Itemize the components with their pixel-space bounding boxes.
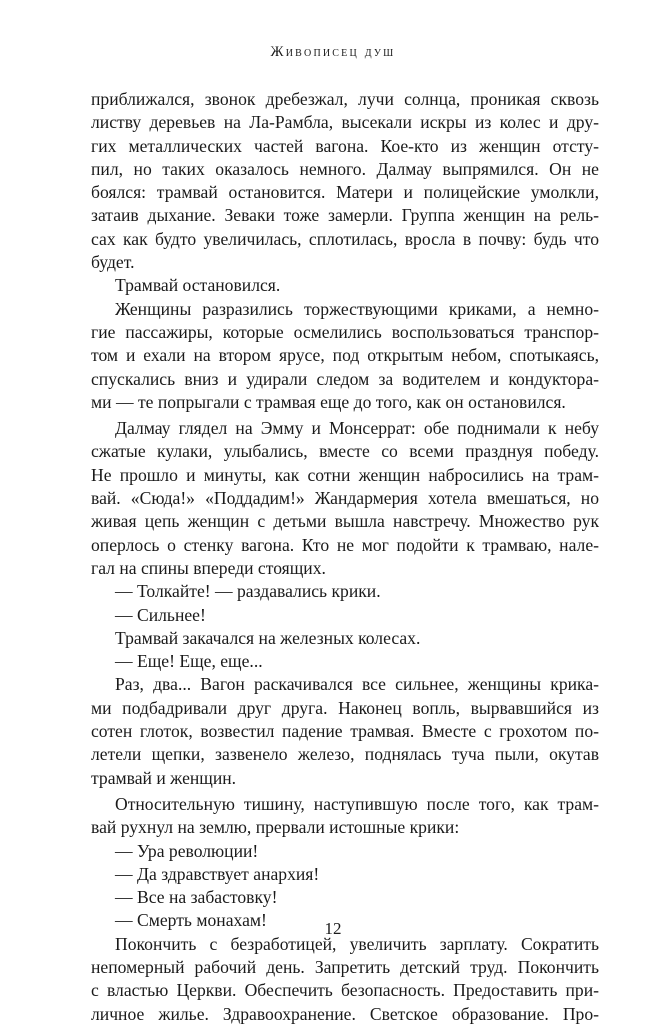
text-line: сжатые кулаки, улыбались, вместе со всеми празднуя победу.	[91, 441, 599, 462]
text-line: — Все на забастовку!	[115, 887, 278, 908]
text-line: летели щепки, зазвенело железо, поднялась туча пыли, окутав	[91, 744, 599, 765]
text-line: листву деревьев на Ла-Рамбла, высекали искры из колес и дру-	[91, 112, 599, 133]
text-line: гие пассажиры, которые осмелились воспользоваться транспор-	[91, 321, 599, 342]
text-line: Относительную тишину, наступившую после того, как трам-	[115, 793, 599, 814]
text-line: приближался, звонок дребезжал, лучи солнца, проникая сквозь	[91, 89, 599, 109]
text-line: — Да здравствует анархия!	[115, 863, 320, 884]
text-line: будет.	[91, 252, 135, 273]
text-line: с властью Церкви. Обеспечить безопасность. Предоставить при-	[91, 980, 599, 1001]
text-line: — Толкайте! — раздавались крики.	[115, 581, 381, 602]
text-line: боялся: трамвай остановится. Матери и полицейские умолкли,	[91, 182, 599, 203]
text-line: непомерный рабочий день. Запретить детский труд. Покончить	[91, 956, 599, 977]
text-line: ми подбадривали друг друга. Наконец вопль, вырвавшийся из	[91, 697, 599, 718]
text-line: — Смерть монахам!	[115, 910, 267, 931]
text-line: Женщины разразились торжествующими криками, а немно-	[115, 298, 599, 319]
text-line: том и ехали на втором ярусе, под открытым небом, спотыкаясь,	[91, 345, 599, 366]
page-number: 12	[324, 919, 342, 938]
text-line: спускались вниз и удирали следом за водителем и кондуктора-	[91, 368, 599, 389]
text-line: — Ура революции!	[115, 840, 259, 861]
text-line: Не прошло и минуты, как сотни женщин набросились на трам-	[91, 464, 599, 485]
text-line: сотен глоток, возвестил падение трамвая. Вместе с грохотом по-	[91, 721, 599, 742]
text-line: — Еще! Еще, еще...	[115, 651, 263, 672]
text-line: личное жилье. Здравоохранение. Светское образование. Про-	[91, 1003, 599, 1024]
text-line: вай рухнул на землю, прервали истошные крики:	[91, 817, 460, 838]
text-line: Раз, два... Вагон раскачивался все сильнее, женщины крика-	[115, 674, 599, 695]
text-line: живая цепь женщин с детьми вышла навстречу. Множество рук	[91, 511, 599, 532]
text-line: ми — те попрыгали с трамвая еще до того, как он остановился.	[91, 391, 566, 412]
text-line: вай. «Сюда!» «Поддадим!» Жандармерия хотела вмешаться, но	[91, 488, 599, 509]
running-head: Живописец душ	[270, 44, 396, 60]
text-line: Трамвай закачался на железных колесах.	[115, 627, 421, 648]
text-line: затаив дыхание. Зеваки тоже замерли. Группа женщин на рель-	[91, 205, 599, 226]
text-line: сах как будто увеличилась, сплотилась, вросла в почву: будь что	[91, 228, 599, 249]
text-line: пил, но таких оказалось немного. Далмау выпрямился. Он не	[91, 158, 599, 179]
text-line: Далмау глядел на Эмму и Монсеррат: обе поднимали к небу	[115, 418, 599, 439]
text-line: трамвай и женщин.	[91, 767, 237, 788]
text-line: Покончить с безработицей, увеличить зарплату. Сократить	[115, 933, 599, 954]
text-line: — Сильнее!	[115, 604, 206, 625]
text-line: гал на спины впереди стоящих.	[91, 557, 326, 578]
text-line: гих металлических частей вагона. Кое-кто из женщин отсту-	[91, 135, 599, 156]
text-line: оперлось о стенку вагона. Кто не мог подойти к трамваю, нале-	[91, 534, 599, 555]
body-text	[91, 88, 599, 1026]
text-line: Трамвай остановился.	[115, 275, 281, 296]
